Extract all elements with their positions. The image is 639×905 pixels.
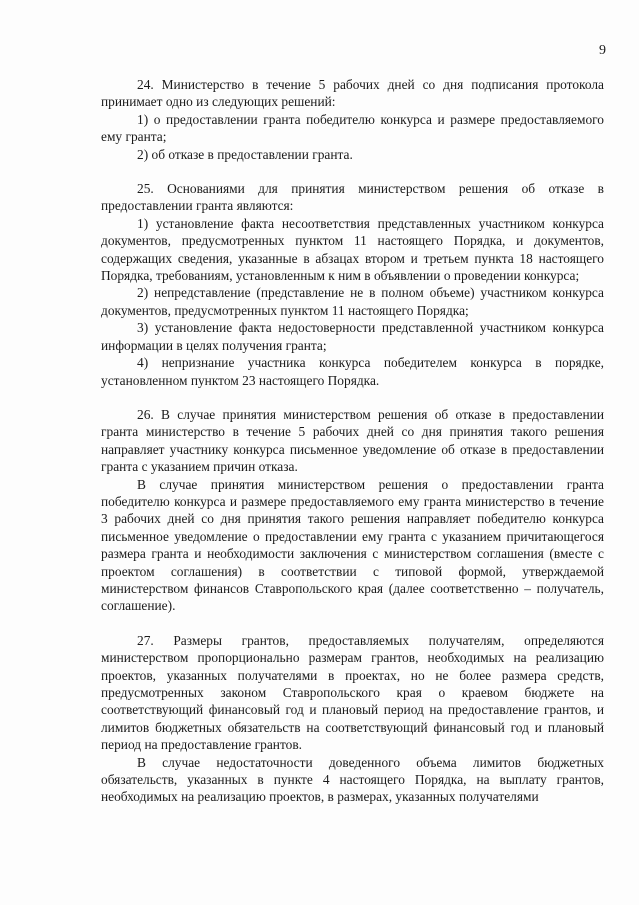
paragraph-24-intro: 24. Министерство в течение 5 рабочих дней со дня подписания протокола принимает одно из следующих решений: (101, 77, 604, 110)
section-gap (101, 163, 604, 180)
paragraph-27-sizes: 27. Размеры грантов, предоставляемых получателям, определяются министерством пропорционально размерам грантов, необходимых на реализацию проектов, указанных получателями в проектах, но не более размера средств, предусмотренных законом Ставропольского края о краевом бюджете на соответствующий финансовый год и плановый период на предоставление грантов, и лимитов бюджетных обязательств на соответствующий финансовый год и плановый период на предоставление грантов. (101, 632, 604, 753)
paragraph-26-approval: В случае принятия министерством решения о предоставлении гранта победителю конкурса и размере предоставляемого ему гранта министерство в течение 3 рабочих дней со дня принятия такого решения направляет победителю конкурса письменное уведомление о предоставлении ему гранта с указанием причитающегося размера гранта и необходимости заключения с министерством соглашения (вместе с проектом соглашения) в соответствии с типовой формой, утверждаемой министерством финансов Ставропольского края (далее соответственно – получатель, соглашение). (101, 476, 604, 614)
paragraph-25-item-1: 1) установление факта несоответствия представленных участником конкурса документов, предусмотренных пунктом 11 настоящего Порядка, и документов, содержащих сведения, указанные в абзацах втором и третьем пункта 18 настоящего Порядка, требованиям, установленным к ним в объявлении о проведении конкурса; (101, 215, 604, 284)
page-number: 9 (599, 43, 606, 58)
paragraph-24-item-2: 2) об отказе в предоставлении гранта. (137, 146, 353, 162)
paragraph-25-item-3: 3) установление факта недостоверности представленной участником конкурса информации в целях получения гранта; (101, 320, 604, 353)
paragraph-26-refusal: 26. В случае принятия министерством решения об отказе в предоставлении гранта министерство в течение 5 рабочих дней со дня принятия такого решения направляет участнику конкурса письменное уведомление об отказе в предоставлении гранта с указанием причин отказа. (101, 406, 604, 475)
paragraph-25-intro: 25. Основаниями для принятия министерством решения об отказе в предоставлении гранта являются: (101, 181, 604, 214)
paragraph-24-item-1: 1) о предоставлении гранта победителю конкурса и размере предоставляемого ему гранта; (101, 111, 604, 145)
section-gap (101, 615, 604, 632)
paragraph-25-item-4: 4) непризнание участника конкурса победителем конкурса в порядке, установленном пунктом 23 настоящего Порядка. (101, 355, 604, 388)
paragraph-27-insufficiency: В случае недостаточности доведенного объема лимитов бюджетных обязательств, указанных в пункте 4 настоящего Порядка, на выплату грантов, необходимых на реализацию проектов, в размерах, указанных получателями (101, 754, 604, 805)
document-body (101, 76, 604, 806)
paragraph-25-item-2: 2) непредставление (представление не в полном объеме) участником конкурса документов, предусмотренных пунктом 11 настоящего Порядка; (101, 285, 604, 318)
section-gap (101, 389, 604, 406)
